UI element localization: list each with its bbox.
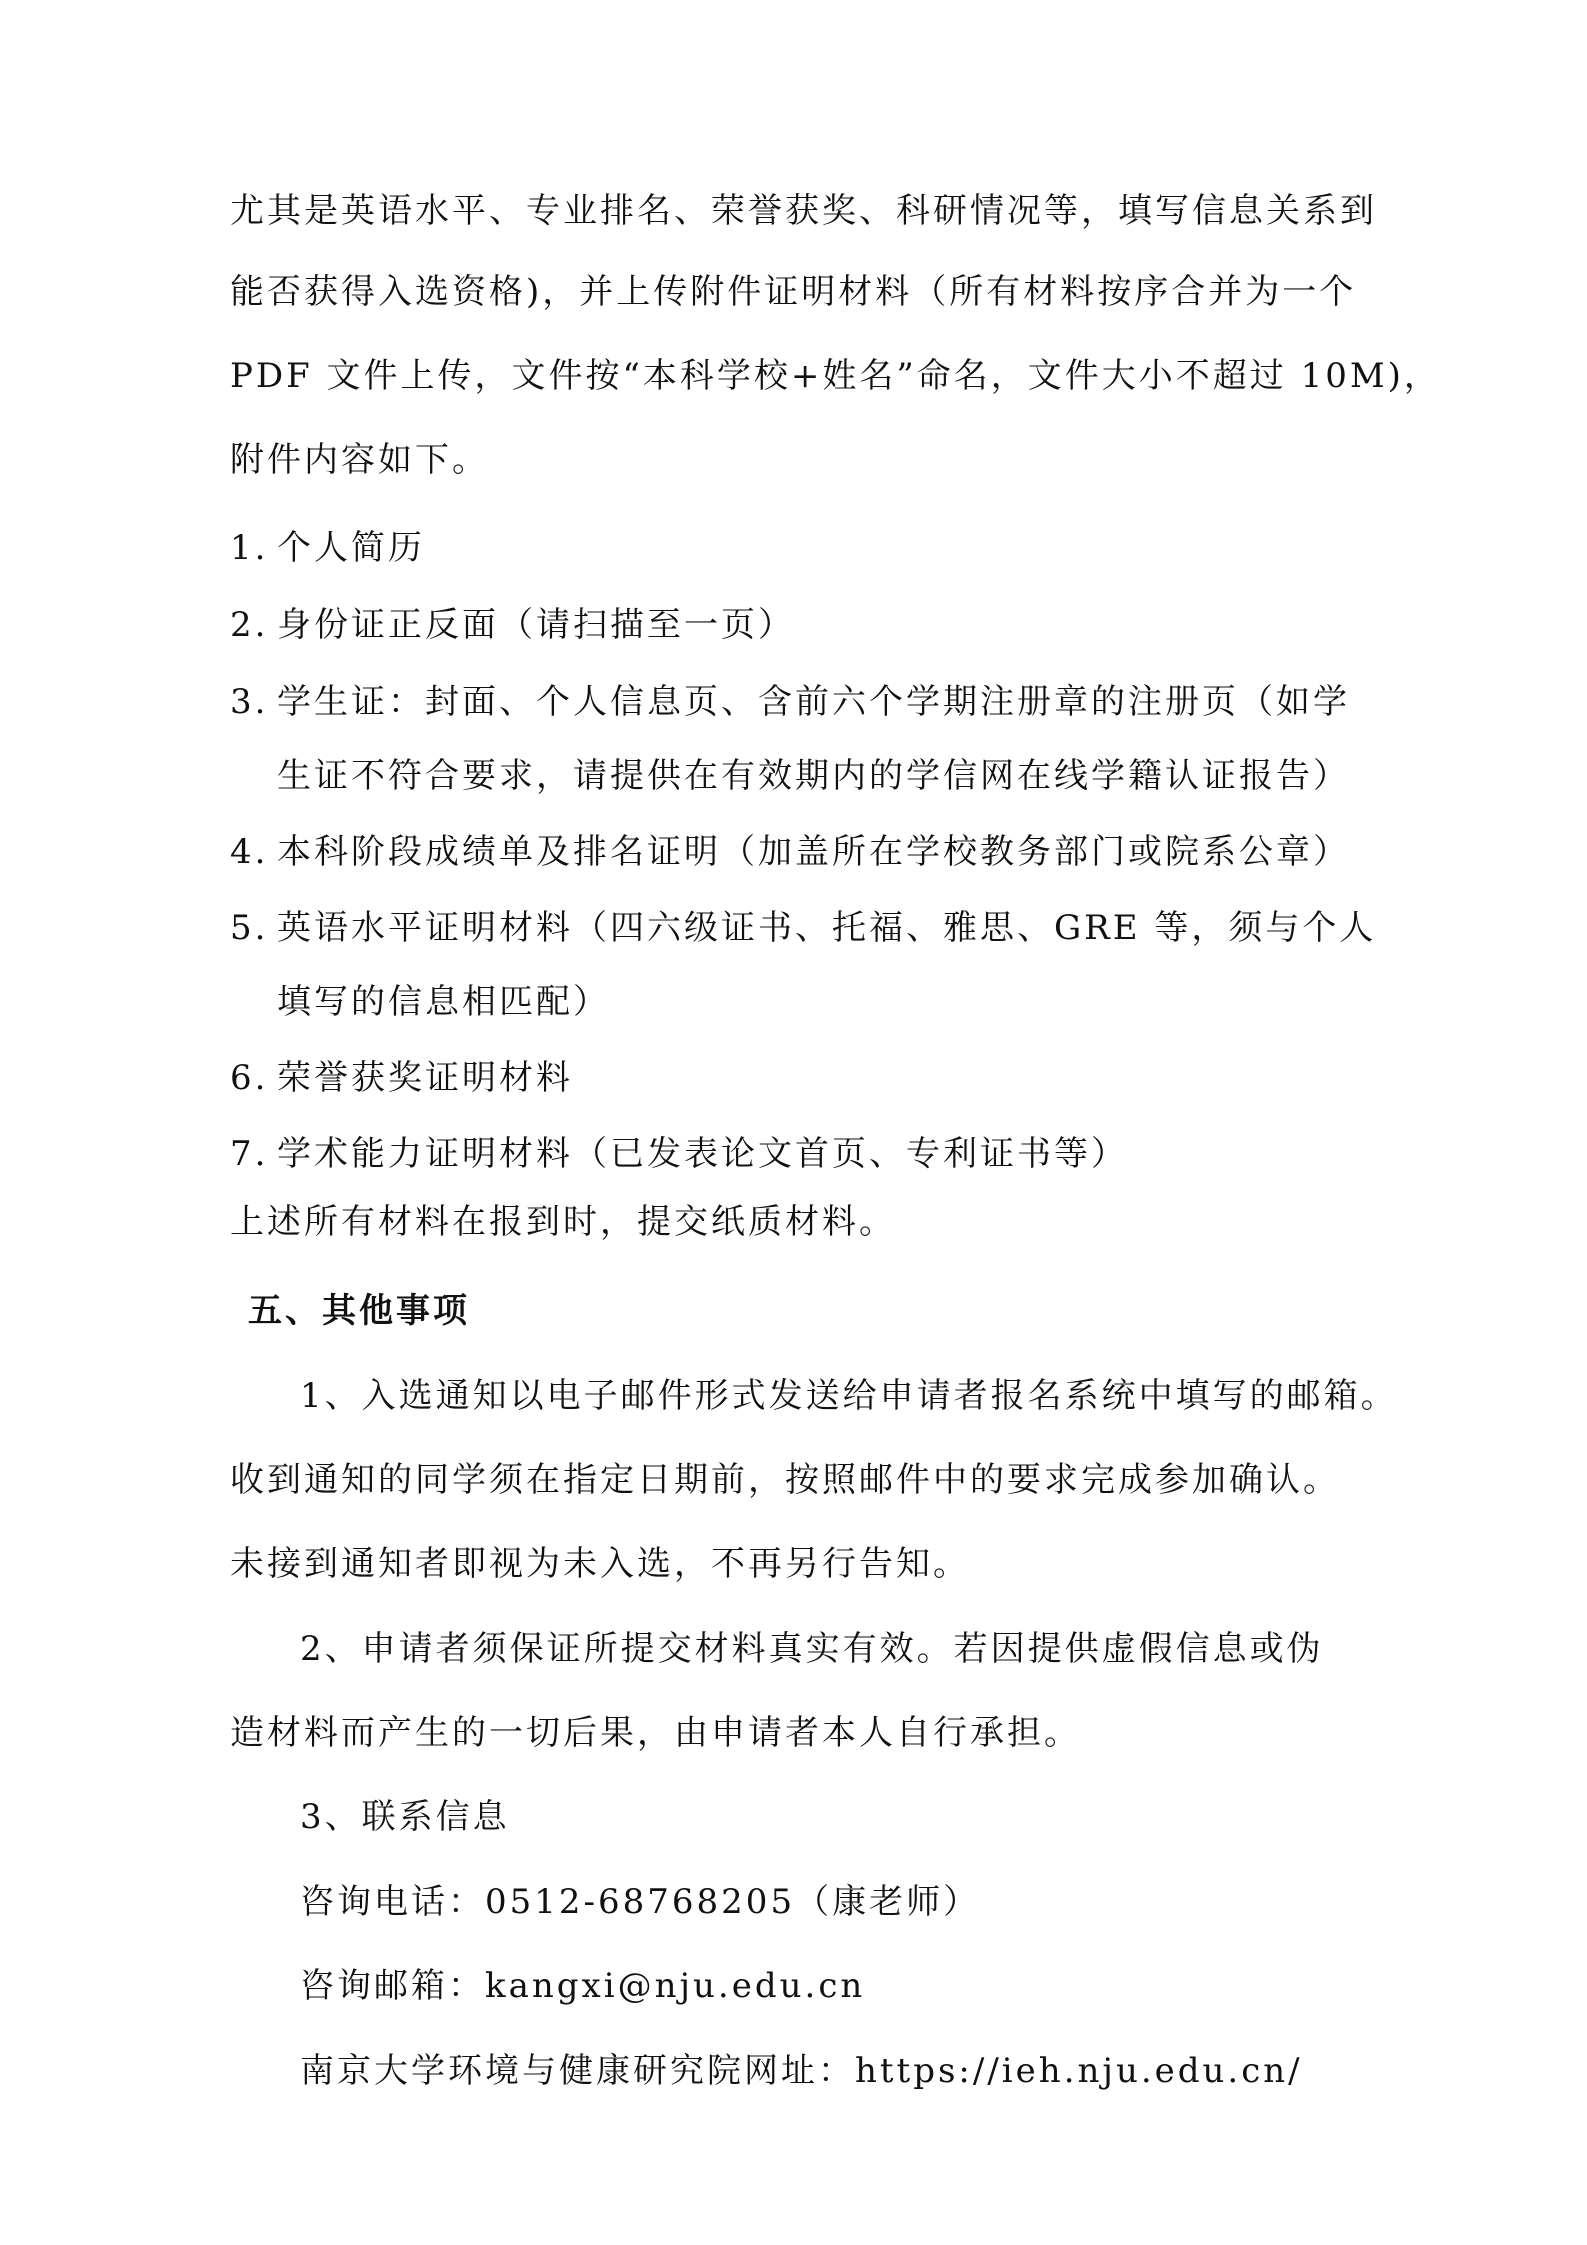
attachment-text: 本科阶段成绩单及排名证明（加盖所在学校教务部门或院系公章） [277,832,1350,872]
intro-line-3: PDF 文件上传，文件按“本科学校+姓名”命名，文件大小不超过 10M)， [230,356,1441,396]
authenticity-paragraph-line-1: 2、申请者须保证所提交材料真实有效。若因提供虚假信息或伪 [300,1629,1324,1669]
attachment-item-5 [230,908,1377,948]
intro-line-2: 能否获得入选资格)，并上传附件证明材料（所有材料按序合并为一个 [230,272,1357,312]
attachment-item-7 [230,1134,1370,1174]
attachment-item-2 [230,605,1370,645]
contact-email: 咨询邮箱：kangxi@nju.edu.cn [300,1966,866,2006]
attachment-text: 个人简历 [277,528,425,568]
institute-website: 南京大学环境与健康研究院网址：https://ieh.nju.edu.cn/ [300,2051,1303,2091]
attachment-item-1 [230,528,1370,568]
contact-phone: 咨询电话：0512-68768205（康老师） [300,1882,981,1922]
attachment-item-3-continued: 生证不符合要求，请提供在有效期内的学信网在线学籍认证报告） [277,756,1350,796]
authenticity-paragraph-line-2: 造材料而产生的一切后果，由申请者本人自行承担。 [230,1713,1081,1753]
attachment-item-3 [230,682,1370,722]
attachment-item-5-continued: 填写的信息相匹配） [277,982,610,1022]
intro-line-4: 附件内容如下。 [230,440,489,480]
attachment-text: 身份证正反面（请扫描至一页） [277,605,795,645]
attachment-text: 英语水平证明材料（四六级证书、托福、雅思、GRE 等，须与个人 [277,908,1377,948]
attachment-number: 1. [230,528,269,568]
attachment-text: 学生证：封面、个人信息页、含前六个学期注册章的注册页（如学 [277,682,1350,722]
attachment-number: 3. [230,682,269,722]
attachment-number: 6. [230,1058,269,1098]
attachment-number: 2. [230,605,269,645]
contact-info-title: 3、联系信息 [300,1797,510,1837]
attachment-item-6 [230,1058,1370,1098]
attachment-text: 荣誉获奖证明材料 [277,1058,573,1098]
notice-paragraph-line-1: 1、入选通知以电子邮件形式发送给申请者报名系统中填写的邮箱。 [300,1376,1398,1416]
attachment-item-4 [230,832,1370,872]
attachment-number: 5. [230,908,269,948]
intro-line-1: 尤其是英语水平、专业排名、荣誉获奖、科研情况等，填写信息关系到 [230,191,1377,231]
section-heading-other-matters: 五、其他事项 [248,1291,470,1331]
attachment-number: 4. [230,832,269,872]
attachments-note: 上述所有材料在报到时，提交纸质材料。 [230,1202,896,1242]
notice-paragraph-line-3: 未接到通知者即视为未入选，不再另行告知。 [230,1544,970,1584]
attachment-text: 学术能力证明材料（已发表论文首页、专利证书等） [277,1134,1128,1174]
attachment-number: 7. [230,1134,269,1174]
notice-paragraph-line-2: 收到通知的同学须在指定日期前，按照邮件中的要求完成参加确认。 [230,1460,1340,1500]
